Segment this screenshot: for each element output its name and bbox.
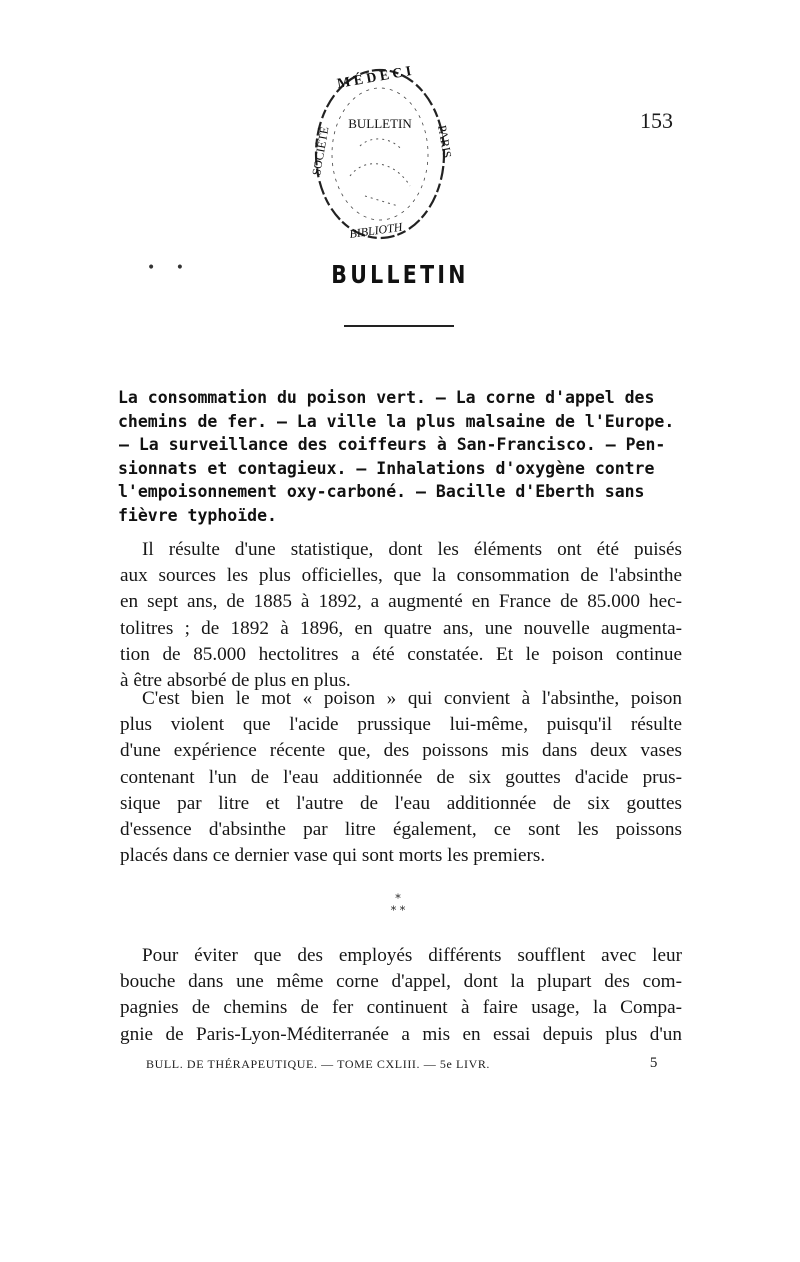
summary-line: chemins de fer. — La ville la plus malsaine de l'Europe. [118, 411, 675, 431]
text-line: d'une expérience récente que, des poissons mis dans deux vases [120, 740, 682, 762]
text-line: sique par litre et l'autre de l'eau additionnée de six gouttes [120, 792, 682, 814]
svg-text:BIBLIOTH: BIBLIOTH [348, 219, 404, 241]
text-line: plus violent que l'acide prussique lui-même, puisqu'il résulte [120, 714, 682, 736]
page-number: 153 [640, 108, 673, 133]
paragraph-absinthe-statistics [120, 537, 682, 694]
asterism-bottom: * * [390, 904, 406, 917]
library-stamp [309, 64, 455, 248]
summary-line: — La surveillance des coiffeurs à San-Francisco. — Pen- [119, 435, 666, 454]
page-title: BULLETIN [331, 260, 469, 289]
summary-line: La consommation du poison vert. — La corne d'appel des [118, 388, 655, 407]
stamp-center-text: BULLETIN [348, 116, 412, 131]
summary-line: l'empoisonnement oxy-carboné. — Bacille d'Eberth sans [118, 482, 645, 501]
section-summary [118, 386, 680, 527]
text-line: aux sources les plus officielles, que la consommation de l'absinthe [120, 565, 682, 587]
text-line: Il résulte d'une statistique, dont les éléments ont été puisés [142, 539, 682, 560]
svg-text:SOCIÉTÉ: SOCIÉTÉ [309, 125, 332, 177]
text-line: tolitres ; de 1892 à 1896, en quatre ans, une nouvelle augmenta- [120, 617, 682, 639]
page-footer [146, 1057, 658, 1072]
text-line: Pour éviter que des employés différents soufflent avec leur [142, 945, 682, 966]
summary-line: fièvre typhoïde. [118, 505, 277, 525]
text-line: à être absorbé de plus en plus. [120, 670, 351, 692]
title-rule [344, 325, 454, 327]
signature-mark: 5 [649, 1055, 658, 1071]
text-line: bouche dans une même corne d'appel, dont la plupart des com- [120, 971, 682, 993]
paragraph-railway-horn [120, 943, 682, 1048]
ink-dots: • • [147, 260, 192, 276]
svg-text:M É D E C I: M É D E C I [336, 64, 413, 92]
text-line: d'essence d'absinthe par litre également, ce sont les poissons [120, 819, 682, 841]
running-title: BULL. DE THÉRAPEUTIQUE. — TOME CXLIII. — 5e LIVR. [146, 1057, 491, 1071]
text-line: gnie de Paris-Lyon-Méditerranée a mis en essai depuis plus d'un [120, 1023, 682, 1045]
summary-line: sionnats et contagieux. — Inhalations d'oxygène contre [118, 458, 655, 478]
text-line: placés dans ce dernier vase qui sont morts les premiers. [120, 845, 546, 867]
text-line: C'est bien le mot « poison » qui convient à l'absinthe, poison [142, 688, 682, 709]
svg-text:PARIS: PARIS [435, 124, 455, 159]
asterism-top: * [395, 892, 401, 905]
asterism-divider [378, 893, 418, 923]
text-line: pagnies de chemins de fer continuent à faire usage, la Compa- [120, 997, 682, 1019]
paragraph-absinthe-poison [120, 686, 682, 869]
text-line: en sept ans, de 1885 à 1892, a augmenté en France de 85.000 hec- [120, 591, 682, 613]
text-line: tion de 85.000 hectolitres a été constatée. Et le poison continue [120, 643, 682, 665]
text-line: contenant l'un de l'eau additionnée de six gouttes d'acide prus- [120, 766, 682, 788]
